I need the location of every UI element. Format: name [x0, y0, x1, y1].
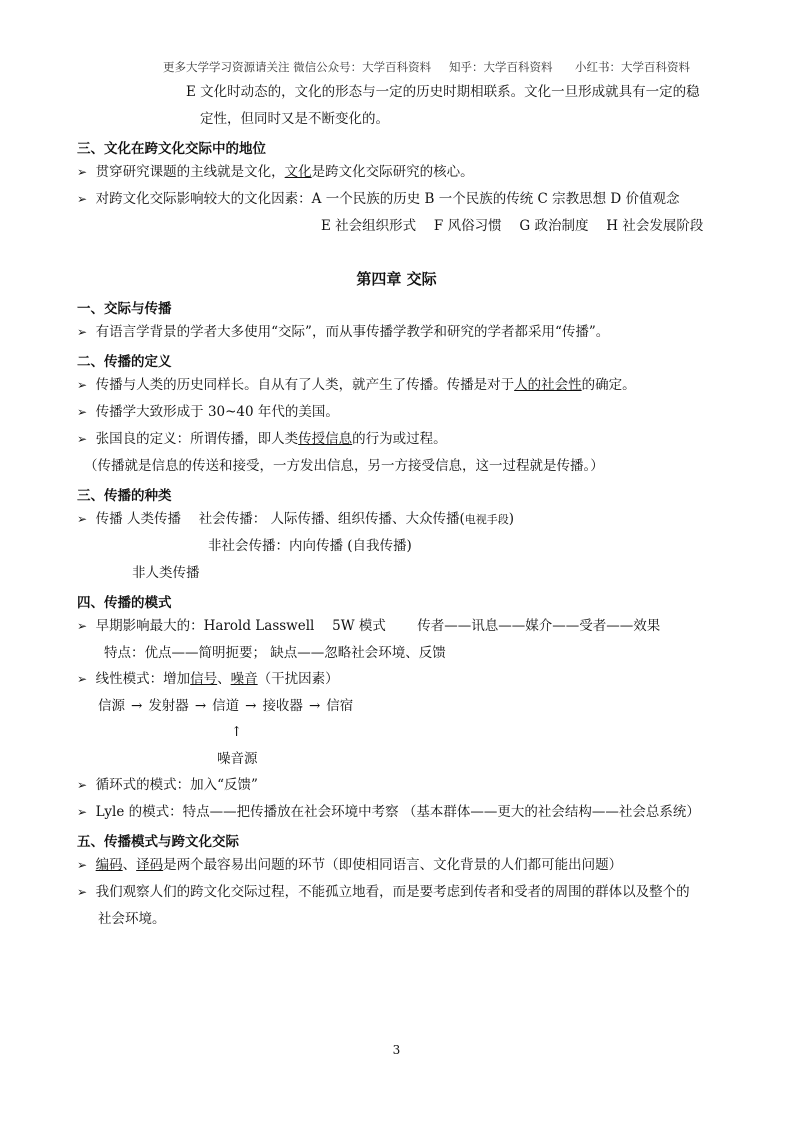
bullet-item — [77, 617, 660, 635]
text: 早期影响最大的：Harold Lasswell 5W 模式 传者——讯息——媒介——受者——效果 — [95, 618, 661, 634]
underlined-text: 文化 — [284, 164, 312, 180]
text: ) — [508, 511, 515, 527]
underlined-text: 编码 — [95, 857, 123, 873]
flow-node: 发射器 — [148, 698, 189, 714]
bullet-item — [77, 670, 339, 688]
flow-node: 接收器 — [262, 698, 303, 714]
page-number: 3 — [392, 1043, 401, 1057]
text-line: 非人类传播 — [132, 565, 200, 581]
text: 我们观察人们的跨文化交际过程，不能孤立地看，而是要考虑到传者和受者的周围的群体以及整个的 — [95, 884, 690, 900]
bullet-icon: ➢ — [77, 619, 88, 633]
section-heading: 二、传播的定义 — [77, 354, 172, 370]
bullet-item — [77, 883, 690, 901]
text: 贯穿研究课题的主线就是文化， — [95, 164, 285, 180]
flow-node: 信宿 — [326, 698, 354, 714]
underlined-text: 译码 — [136, 857, 164, 873]
bullet-icon: ➢ — [77, 885, 88, 899]
bullet-item — [77, 403, 339, 421]
bullet-item — [77, 510, 514, 529]
header-text-2: 知乎：大学百科资料 — [449, 60, 553, 74]
text: 对跨文化交际影响较大的文化因素：A 一个民族的历史 B 一个民族的传统 C 宗教思想 D 价值观念 — [95, 191, 680, 207]
underlined-text: 噪音 — [230, 671, 258, 687]
text: 传播与人类的历史同样长。自从有了人类，就产生了传播。传播是对于 — [95, 377, 515, 393]
flow-node: 信源 — [98, 698, 125, 714]
text: 有语言学背景的学者大多使用“交际”，而从事传播学教学和研究的学者都采用“传播”。 — [95, 324, 610, 340]
flow-node: 信道 — [212, 698, 240, 714]
bullet-item — [77, 163, 474, 181]
underlined-text: 信号 — [190, 671, 218, 687]
bullet-item — [77, 430, 447, 448]
bullet-item — [77, 803, 700, 821]
section-heading: 四、传播的模式 — [77, 595, 172, 611]
underlined-text: 传授信息 — [298, 431, 353, 447]
text: 传播 人类传播 社会传播： 人际传播、组织传播、大众传播( — [95, 511, 465, 527]
text-line: 非社会传播：内向传播 (自我传播) — [208, 538, 412, 554]
intro-line-2: 定性，但同时又是不断变化的。 — [200, 111, 389, 127]
bullet-icon: ➢ — [77, 858, 88, 872]
section-heading: 五、传播模式与跨文化交际 — [77, 834, 239, 850]
text: 是跨文化交际研究的核心。 — [311, 164, 474, 180]
text-line: 特点：优点——简明扼要； 缺点——忽略社会环境、反馈 — [104, 645, 446, 661]
bullet-icon: ➢ — [77, 405, 88, 419]
text-line: E 社会组织形式 F 风俗习惯 G 政治制度 H 社会发展阶段 — [321, 218, 704, 234]
text: 线性模式：增加 — [95, 671, 191, 687]
section-heading: 三、文化在跨文化交际中的地位 — [77, 141, 266, 157]
text-line: 社会环境。 — [98, 911, 166, 927]
text: 循环式的模式：加入“反馈” — [95, 777, 258, 793]
bullet-icon: ➢ — [77, 165, 88, 179]
text: （干扰因素） — [257, 671, 339, 687]
text: 的行为或过程。 — [352, 431, 447, 447]
arrow-right-icon: → — [131, 698, 143, 714]
bullet-item — [77, 190, 680, 208]
bullet-icon: ➢ — [77, 432, 88, 446]
bullet-item — [77, 376, 636, 394]
text: 的确定。 — [581, 377, 636, 393]
noise-source: 噪音源 — [217, 751, 258, 767]
text: 张国良的定义：所谓传播，即人类 — [95, 431, 299, 447]
arrow-up-icon: ↑ — [231, 724, 243, 740]
bullet-icon: ➢ — [77, 325, 88, 339]
note-text: （传播就是信息的传送和接受，一方发出信息，另一方接受信息，这一过程就是传播。） — [84, 458, 604, 474]
text: Lyle 的模式：特点——把传播放在社会环境中考察 （基本群体——更大的社会结构——社会总系统） — [95, 804, 700, 820]
bullet-item — [77, 776, 258, 794]
section-heading: 一、交际与传播 — [77, 301, 172, 317]
header-text-1: 更多大学学习资源请关注 微信公众号：大学百科资料 — [163, 60, 432, 74]
bullet-icon: ➢ — [77, 378, 88, 392]
text: 、 — [122, 857, 137, 873]
bullet-item — [77, 856, 622, 874]
underlined-text: 人的社会性 — [514, 377, 582, 393]
bullet-icon: ➢ — [77, 192, 88, 206]
bullet-item — [77, 323, 609, 341]
arrow-right-icon: → — [308, 698, 321, 714]
text: 传播学大致形成于 30~40 年代的美国。 — [95, 404, 339, 420]
text: 、 — [217, 671, 231, 687]
bullet-icon: ➢ — [77, 805, 88, 819]
section-heading: 三、传播的种类 — [77, 488, 172, 504]
chapter-title: 第四章 交际 — [356, 270, 437, 288]
arrow-right-icon: → — [194, 698, 207, 714]
bullet-icon: ➢ — [77, 512, 88, 526]
small-text: 电视手段 — [464, 513, 509, 526]
linear-model-flow — [98, 697, 353, 715]
header-text-3: 小红书：大学百科资料 — [575, 60, 690, 74]
bullet-icon: ➢ — [77, 778, 88, 792]
intro-line-1: E 文化时动态的，文化的形态与一定的历史时期相联系。文化一旦形成就具有一定的稳 — [186, 84, 700, 100]
text: 是两个最容易出问题的环节（即使相同语言、文化背景的人们都可能出问题） — [163, 857, 623, 873]
arrow-right-icon: → — [245, 698, 257, 714]
bullet-icon: ➢ — [77, 672, 88, 686]
